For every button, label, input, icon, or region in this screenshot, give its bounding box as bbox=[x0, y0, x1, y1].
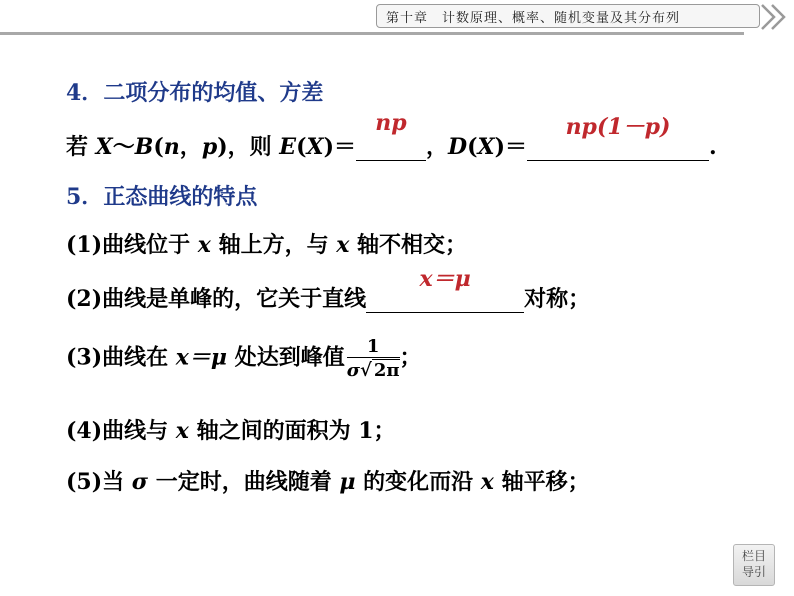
section-number: 4． bbox=[66, 80, 104, 106]
nav-label-line1: 栏目 bbox=[741, 549, 766, 563]
list-item bbox=[66, 414, 396, 445]
text: ， bbox=[426, 134, 449, 160]
section-nav-button[interactable] bbox=[733, 544, 775, 586]
chevron-right-icon bbox=[758, 3, 790, 31]
text: 轴之间的面积为 1； bbox=[188, 418, 396, 444]
section-5-heading bbox=[66, 180, 257, 211]
text: (5)当 bbox=[66, 469, 132, 495]
list-item bbox=[66, 266, 591, 313]
var-x: x bbox=[197, 232, 211, 258]
answer-blank-variance bbox=[527, 114, 709, 161]
text: )＝ bbox=[323, 134, 356, 160]
text: 处达到峰值 bbox=[227, 344, 345, 371]
text: 轴不相交； bbox=[349, 232, 468, 258]
var-x: X bbox=[477, 134, 495, 160]
var-x: x bbox=[480, 469, 494, 495]
text: (2)曲线是单峰的，它关于直线 bbox=[66, 286, 367, 312]
answer-blank-mean bbox=[356, 110, 426, 161]
var-x-mu: x＝μ bbox=[175, 344, 228, 371]
answer-axis: x＝μ bbox=[419, 266, 471, 292]
var-x: X bbox=[95, 134, 113, 160]
text: 轴上方，与 bbox=[210, 232, 337, 258]
answer-mean: np bbox=[375, 110, 407, 136]
var-sigma: σ bbox=[346, 360, 360, 381]
var-n: n bbox=[163, 134, 180, 160]
var-sigma: σ bbox=[131, 469, 149, 495]
var-b: B bbox=[134, 134, 154, 160]
section-number: 5． bbox=[66, 184, 104, 210]
text: ～ bbox=[112, 134, 135, 160]
list-item bbox=[66, 228, 467, 259]
var-mu: μ bbox=[339, 469, 356, 495]
chapter-title: 第十章 计数原理、概率、随机变量及其分布列 bbox=[386, 11, 681, 26]
text: ， bbox=[179, 134, 202, 160]
section-title: 正态曲线的特点 bbox=[103, 184, 258, 210]
text: 对称； bbox=[524, 286, 591, 312]
var-p: p bbox=[201, 134, 218, 160]
var-x: X bbox=[306, 134, 324, 160]
section-4-heading bbox=[66, 76, 323, 107]
var-d: D bbox=[448, 134, 468, 160]
text: 的变化而沿 bbox=[355, 469, 481, 495]
text: . bbox=[709, 134, 717, 160]
text: ，则 bbox=[227, 134, 280, 160]
binomial-formula-line: 若 X～B(n，p)，则 E(X)＝ np ，D(X)＝ np(1－p) . bbox=[66, 110, 717, 160]
text: (3)曲线在 bbox=[66, 344, 176, 371]
text: ( bbox=[153, 134, 164, 160]
answer-blank-axis bbox=[366, 266, 524, 313]
peak-value-fraction bbox=[347, 336, 400, 381]
text: 若 bbox=[66, 134, 96, 160]
header-rule bbox=[0, 32, 744, 35]
fraction-numerator: 1 bbox=[347, 336, 400, 358]
text: (4)曲线与 bbox=[66, 418, 176, 444]
var-e: E bbox=[279, 134, 297, 160]
section-title: 二项分布的均值、方差 bbox=[103, 80, 324, 106]
var-x: x bbox=[175, 418, 189, 444]
list-item bbox=[66, 336, 422, 381]
text: 轴平移； bbox=[493, 469, 590, 495]
list-item bbox=[66, 465, 590, 496]
text: )＝ bbox=[494, 134, 528, 160]
nav-label-line2: 导引 bbox=[741, 565, 766, 579]
text: ； bbox=[399, 344, 422, 371]
text: 一定时，曲线随着 bbox=[148, 469, 340, 495]
answer-variance: np(1－p) bbox=[565, 114, 671, 140]
sqrt-radicand: 2π bbox=[373, 360, 400, 381]
var-x: x bbox=[336, 232, 350, 258]
fraction-denominator bbox=[347, 358, 400, 381]
text: ) bbox=[217, 134, 228, 160]
sqrt-icon: √ bbox=[359, 360, 372, 381]
text: (1)曲线位于 bbox=[66, 232, 198, 258]
